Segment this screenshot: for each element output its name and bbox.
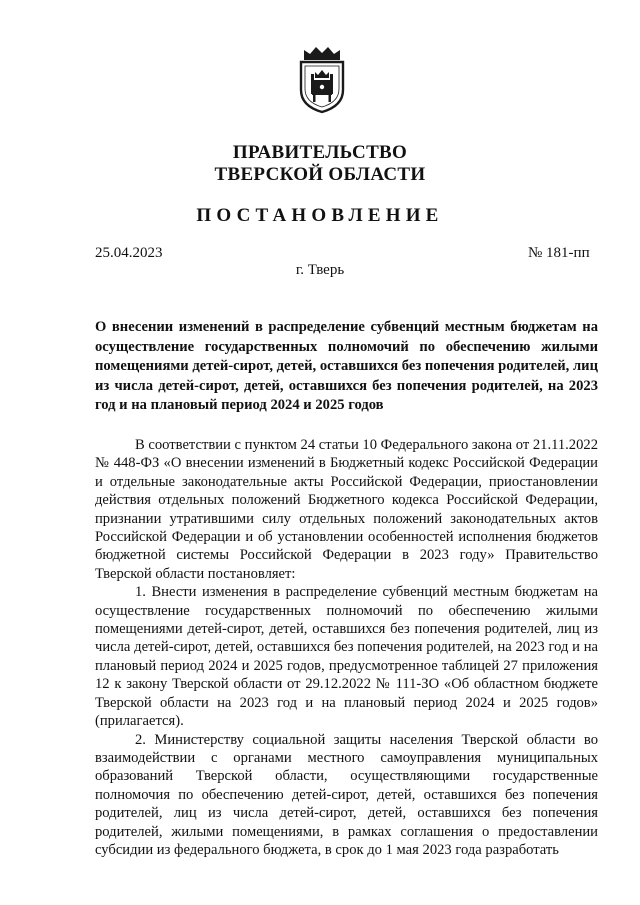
document-body bbox=[95, 436, 598, 859]
item-1-paragraph: 1. Внести изменения в распределение субвенций местным бюджетам на осуществление государственных полномочий по обеспечению жилыми помещениями детей-сирот, детей, оставшихся без попечения родителей, лиц из числа детей-сирот, детей, оставшихся без попечения родителей, на 2023 год и на плановый период 2024 и 2025 годов, предусмотренное таблицей 27 приложения 12 к закону Тверской области от 29.12.2022 № 111-ЗО «Об областном бюджете Тверской области на 2023 год и на плановый период 2024 и 2025 годов» (прилагается). bbox=[95, 584, 598, 730]
document-type: ПОСТАНОВЛЕНИЕ bbox=[196, 205, 444, 226]
document-title: О внесении изменений в распределение субвенций местным бюджетам на осуществление государственных полномочий по обеспечению жилыми помещениями детей-сирот, детей, оставшихся без попечения родителей, лиц из числа детей-сирот, детей, оставшихся без попечения родителей, на 2023 год и на плановый период 2024 и 2025 годов bbox=[95, 319, 598, 414]
item-2-paragraph: 2. Министерству социальной защиты населения Тверской области во взаимодействии с органами местного самоуправления муниципальных образований Тверской области, осуществляющими государственные полномочия по обеспечению детей-сирот, детей, оставшихся без попечения родителей, лиц из числа детей-сирот, детей, оставшихся без попечения родителей, жилыми помещениями, в рамках соглашения о предоставлении субсидии из федерального бюджета, в срок до 1 мая 2023 года разработать bbox=[95, 731, 598, 858]
preamble-paragraph: В соответствии с пунктом 24 статьи 10 Федерального закона от 21.11.2022 № 448-ФЗ «О внесении изменений в Бюджетный кодекс Российской Федерации и отдельные законодательные акты Российской Федерации, приостановлении действия отдельных положений Бюджетного кодекса Российской Федерации, признании утратившими силу отдельных положений законодательных актов Российской Федерации и об установлении особенностей исполнения бюджетов бюджетной системы Российской Федерации в 2023 году» Правительство Тверской области постановляет: bbox=[95, 437, 598, 582]
document-city: г. Тверь bbox=[295, 262, 345, 278]
organization-name-line1: ПРАВИТЕЛЬСТВО bbox=[232, 142, 408, 163]
tver-coat-of-arms-icon bbox=[296, 44, 348, 114]
organization-name-line2: ТВЕРСКОЙ ОБЛАСТИ bbox=[214, 164, 426, 185]
document-date: 25.04.2023 bbox=[95, 245, 163, 261]
document-number: № 181-пп bbox=[528, 245, 590, 261]
